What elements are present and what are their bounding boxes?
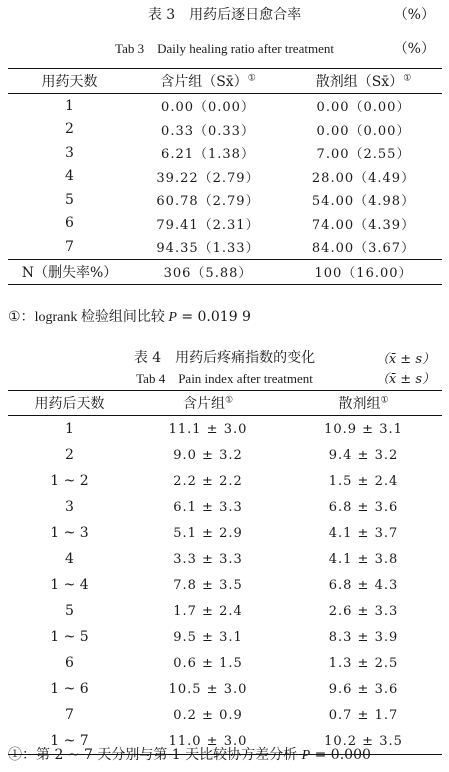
table3-en-unit: （%）	[393, 41, 435, 57]
value-cell: 54.00（4.98）	[311, 194, 416, 210]
table-row	[8, 468, 442, 494]
p-value: = 0.019 9	[176, 309, 251, 325]
day-cell: 2	[65, 447, 74, 463]
value-cell: 6.8 ± 3.6	[328, 499, 399, 515]
table-row	[8, 676, 442, 702]
value-cell: 100（16.00）	[285, 259, 442, 284]
table4-cn-unit: （x̄ ± s）	[375, 352, 435, 367]
footnote-mark: ①	[224, 395, 234, 406]
value-cell: 4.1 ± 3.7	[328, 525, 399, 541]
value-cell: 1.3 ± 2.5	[328, 655, 399, 671]
table-row	[8, 165, 442, 189]
value-cell: 5.1 ± 2.9	[173, 525, 243, 541]
value-cell: 10.5 ± 3.0	[168, 681, 248, 697]
value-cell: 4.1 ± 3.8	[328, 551, 399, 567]
value-cell: 1.5 ± 2.4	[328, 473, 399, 489]
day-cell: 1	[65, 421, 74, 437]
day-cell: 1	[65, 97, 74, 114]
value-cell: 79.41（2.31）	[156, 217, 260, 233]
table4-cn-caption	[0, 345, 449, 367]
day-cell: 4	[65, 551, 74, 567]
value-cell: 0.33（0.33）	[161, 123, 255, 139]
value-cell: 7.8 ± 3.5	[173, 577, 243, 593]
value-cell: 11.1 ± 3.0	[168, 421, 248, 437]
table-row	[8, 494, 442, 520]
table4-cn-title: 表 4 用药后疼痛指数的变化	[133, 350, 316, 366]
table3-header-cell: 用药天数	[8, 69, 131, 94]
day-cell: 1 ~ 6	[50, 681, 89, 697]
day-cell: 1 ~ 4	[50, 577, 89, 593]
day-cell: 5	[65, 603, 74, 619]
value-cell: 60.78（2.79）	[156, 194, 260, 210]
table-row	[8, 235, 442, 259]
value-cell: 9.6 ± 3.6	[328, 681, 399, 697]
value-cell: 6.1 ± 3.3	[173, 499, 243, 515]
value-cell: 94.35（1.33）	[156, 241, 260, 257]
table-row	[8, 520, 442, 546]
day-cell: 6	[65, 655, 74, 671]
value-cell: 28.00（4.49）	[311, 170, 416, 186]
day-cell: 2	[65, 121, 74, 138]
table-row	[8, 702, 442, 728]
table-row	[8, 598, 442, 624]
table3-en-title: Tab 3 Daily healing ratio after treatment	[115, 41, 334, 56]
p-label: P	[301, 748, 311, 763]
day-cell: 3	[65, 144, 74, 161]
table3-header-cell: 含片组（Sx̄）①	[131, 69, 285, 94]
value-cell: 0.00（0.00）	[316, 100, 411, 116]
value-cell: 7.00（2.55）	[316, 147, 411, 163]
day-cell: N（删失率%）	[8, 259, 131, 284]
value-cell: 2.2 ± 2.2	[173, 473, 243, 489]
value-cell: 0.7 ± 1.7	[328, 707, 399, 723]
table4-en-unit: （x̄ ± s）	[375, 372, 435, 387]
footnote-mark: ①：	[8, 309, 35, 325]
table3-en-caption	[0, 38, 449, 60]
p-value: = 0.000	[310, 747, 371, 763]
day-cell: 3	[65, 499, 74, 515]
value-cell: 9.5 ± 3.1	[173, 629, 243, 645]
value-cell: 84.00（3.67）	[311, 241, 416, 257]
table-row	[8, 442, 442, 468]
table4-header-cell: 含片组①	[131, 391, 285, 416]
value-cell: 0.6 ± 1.5	[173, 655, 243, 671]
table3	[8, 68, 442, 285]
table4-footnote	[8, 744, 371, 764]
table-row	[8, 94, 442, 118]
value-cell: 10.9 ± 3.1	[324, 421, 403, 437]
table-row	[8, 572, 442, 598]
day-cell: 1 ~ 3	[50, 525, 89, 541]
day-cell: 1 ~ 5	[50, 629, 89, 645]
value-cell: 0.2 ± 0.9	[173, 707, 243, 723]
table4-en-title: Tab 4 Pain index after treatment	[136, 371, 313, 386]
day-cell: 4	[65, 168, 74, 185]
value-cell: 11.0 ± 3.0	[131, 728, 285, 755]
value-cell: 306（5.88）	[131, 259, 285, 284]
table-row	[8, 212, 442, 236]
value-cell: 9.4 ± 3.2	[328, 447, 399, 463]
table4-header-cell: 用药后天数	[8, 391, 131, 416]
table-row	[8, 624, 442, 650]
table4	[8, 390, 442, 755]
value-cell: 74.00（4.39）	[311, 217, 416, 233]
table3-cn-caption	[0, 2, 449, 24]
table-row	[8, 650, 442, 676]
footnote-text: logrank 检验组间比较	[34, 310, 169, 325]
day-cell: 6	[65, 215, 74, 232]
table-row	[8, 188, 442, 212]
value-cell: 0.00（0.00）	[316, 123, 411, 139]
table-row	[8, 416, 442, 443]
table-row	[8, 546, 442, 572]
day-cell: 5	[65, 191, 74, 208]
value-cell: 3.3 ± 3.3	[173, 551, 243, 567]
table3-cn-title: 表 3 用药后逐日愈合率	[147, 7, 302, 23]
table3-footnote	[8, 306, 251, 326]
value-cell: 2.6 ± 3.3	[328, 603, 399, 619]
footnote-mark: ①	[247, 73, 256, 84]
table4-header-row	[8, 391, 442, 416]
table3-header-row	[8, 69, 442, 94]
table4-en-caption	[0, 368, 449, 390]
day-cell: 7	[65, 238, 74, 255]
table3-cn-unit: （%）	[393, 7, 435, 23]
value-cell: 8.3 ± 3.9	[328, 629, 399, 645]
value-cell: 6.21（1.38）	[161, 147, 255, 163]
footnote-text: 第 2 ~ 7 天分别与第 1 天比较协方差分析	[36, 747, 302, 763]
day-cell: 7	[65, 707, 74, 723]
censored-rate-row	[8, 259, 442, 284]
value-cell: 39.22（2.79）	[156, 170, 260, 186]
table-row	[8, 118, 442, 142]
table3-header-cell: 散剂组（Sx̄）①	[285, 69, 442, 94]
table4-header-cell: 散剂组①	[285, 391, 442, 416]
value-cell: 1.7 ± 2.4	[173, 603, 243, 619]
value-cell: 0.00（0.00）	[161, 100, 255, 116]
day-cell: 1 ~ 2	[50, 473, 89, 489]
value-cell: 9.0 ± 3.2	[173, 447, 243, 463]
value-cell: 6.8 ± 4.3	[328, 577, 399, 593]
footnote-mark: ①	[380, 395, 389, 406]
table-row	[8, 141, 442, 165]
footnote-mark: ①：	[8, 747, 36, 763]
footnote-mark: ①	[403, 73, 412, 84]
day-cell: 1 ~ 7	[8, 728, 131, 755]
p-label: P	[168, 310, 177, 325]
value-cell: 10.2 ± 3.5	[285, 728, 442, 755]
